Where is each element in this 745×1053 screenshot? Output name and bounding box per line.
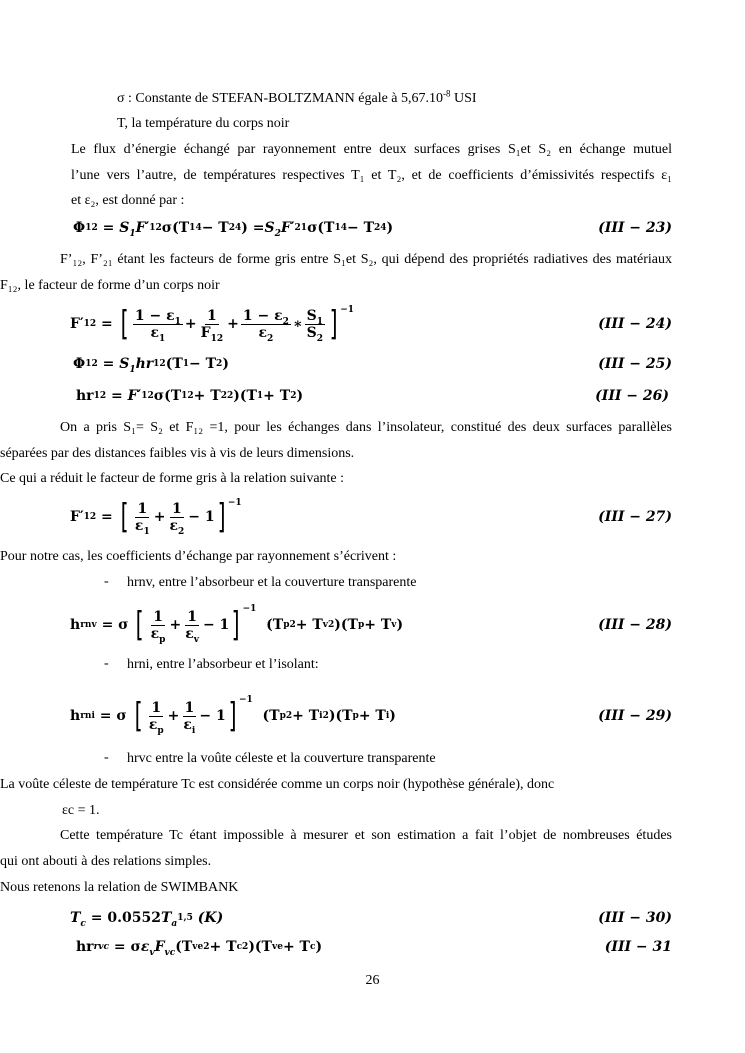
bullet-dash-1: -: [104, 574, 109, 589]
equation-29: h rni = σ [ $\frac{1}{\varepsilon_p}$ + $\frac{1}{\varepsilon_i}$ − 1 ] $^{-1}$ (T p 2 + T i 2 )(T p + T i ) (III − 29): [70, 695, 672, 736]
sky-line-2: εc = 1.: [62, 803, 100, 818]
equation-27: F′ 12 = [ $\frac{1}{\varepsilon_1}$ + $\frac{1}{\varepsilon_2}$ − 1 ] $^{-1}$ (III − 27): [70, 497, 672, 537]
equation-31: hr rvc = σ $\varepsilon_vF_{vc}$ (T ve 2 + T c 2 )(T ve + T c ) (III − 31: [60, 932, 672, 962]
temperature-line-2: qui ont abouti à des relations simples.: [0, 854, 212, 869]
equation-26-number: (III − 26): [595, 388, 669, 404]
sigma-definition: [117, 90, 477, 108]
flux-line-3: et ε₂, est donné par :: [71, 193, 185, 208]
equation-26: hr 12 = F ′ 12 σ(T 1 2 + T 2 2 )(T 1 + T 2 ) (III − 26): [60, 381, 672, 411]
equation-31-number: (III − 31: [604, 939, 672, 955]
swinbank-intro: Nous retenons la relation de SWIMBANK: [0, 880, 239, 895]
equation-29-number: (III − 29): [598, 708, 672, 724]
temperature-definition: T, la température du corps noir: [117, 116, 290, 131]
flux-line-1: Le flux d’énergie échangé par rayonnement entre deux surfaces grises S₁et S₂ en échange mutuel: [71, 142, 672, 157]
sigma-text: σ : Constante de STEFAN-BOLTZMANN égale à 5,67.10: [117, 91, 444, 106]
equation-30-number: (III − 30): [598, 910, 672, 926]
equation-24: F′ 12 = [ $\frac{1 - \varepsilon_1}{\varepsilon_1}$ + $\frac{1}{F_{12}}$ + $\frac{1 - \varepsilon_2}{\varepsilon_2}$ ∗ $\frac{S_1}{S_2}$ ] $^{-1}$ (III − 24): [70, 304, 672, 344]
reduction-line: Ce qui a réduit le facteur de forme gris à la relation suivante :: [0, 471, 345, 486]
equation-23: Φ 12 = $S_1F$ ′ 12 σ(T 1 4 − T 2 4 ) = $S_2F$ ′ 21 σ(T 1 4 − T 2 4 ) (III − 23): [60, 213, 672, 243]
flux-line-2: l’une vers l’autre, de températures respectives T₁ et T₂, et de coefficients d’émissivités respectifs ε₁: [71, 168, 672, 183]
sigma-exponent: -8: [443, 88, 451, 99]
form-factor-definition-2: F₁₂, le facteur de forme d’un corps noir: [0, 278, 220, 293]
bullet-hrnv: hrnv, entre l’absorbeur et la couverture transparente: [127, 575, 417, 590]
equation-25-number: (III − 25): [598, 356, 672, 372]
sigma-unit: USI: [450, 91, 477, 106]
form-factor-definition-1: F’₁₂, F’₂₁ étant les facteurs de forme gris entre S₁et S₂, qui dépend des propriétés radiatives des matériaux: [60, 252, 672, 267]
bullet-hrvc: hrvc entre la voûte céleste et la couverture transparente: [127, 751, 436, 766]
assumption-line-2: séparées par des distances faibles vis à vis de leurs dimensions.: [0, 446, 355, 461]
equation-24-number: (III − 24): [598, 316, 672, 332]
equation-28: h rnv = σ [ $\frac{1}{\varepsilon_p}$ + $\frac{1}{\varepsilon_v}$ − 1 ] $^{-1}$ (T p 2 + T v 2 )(T p + T v ) (III − 28): [70, 604, 672, 645]
bullet-dash-2: -: [104, 656, 109, 671]
equation-23-number: (III − 23): [598, 220, 672, 236]
exchange-intro: Pour notre cas, les coefficients d’échange par rayonnement s’écrivent :: [0, 549, 397, 564]
equation-30: $T_c$ = 0.0552 $T_a$ 1,5 (K) (III − 30): [60, 903, 672, 933]
sky-line-1: La voûte céleste de température Tc est considérée comme un corps noir (hypothèse générale), donc: [0, 777, 555, 792]
temperature-line-1: Cette température Tc étant impossible à mesurer et son estimation a fait l’objet de nombreuses études: [60, 828, 672, 843]
bullet-dash-3: -: [104, 750, 109, 765]
page-number: 26: [365, 973, 380, 988]
equation-28-number: (III − 28): [598, 617, 672, 633]
equation-25: Φ 12 = $S_1hr$ 12 (T 1 − T 2 ) (III − 25): [60, 349, 672, 379]
assumption-line-1: On a pris S₁= S₂ et F₁₂ =1, pour les échanges dans l’insolateur, constitué des deux surfaces parallèles: [60, 420, 672, 435]
equation-27-number: (III − 27): [598, 509, 672, 525]
bullet-hrni: hrni, entre l’absorbeur et l’isolant:: [127, 657, 319, 672]
